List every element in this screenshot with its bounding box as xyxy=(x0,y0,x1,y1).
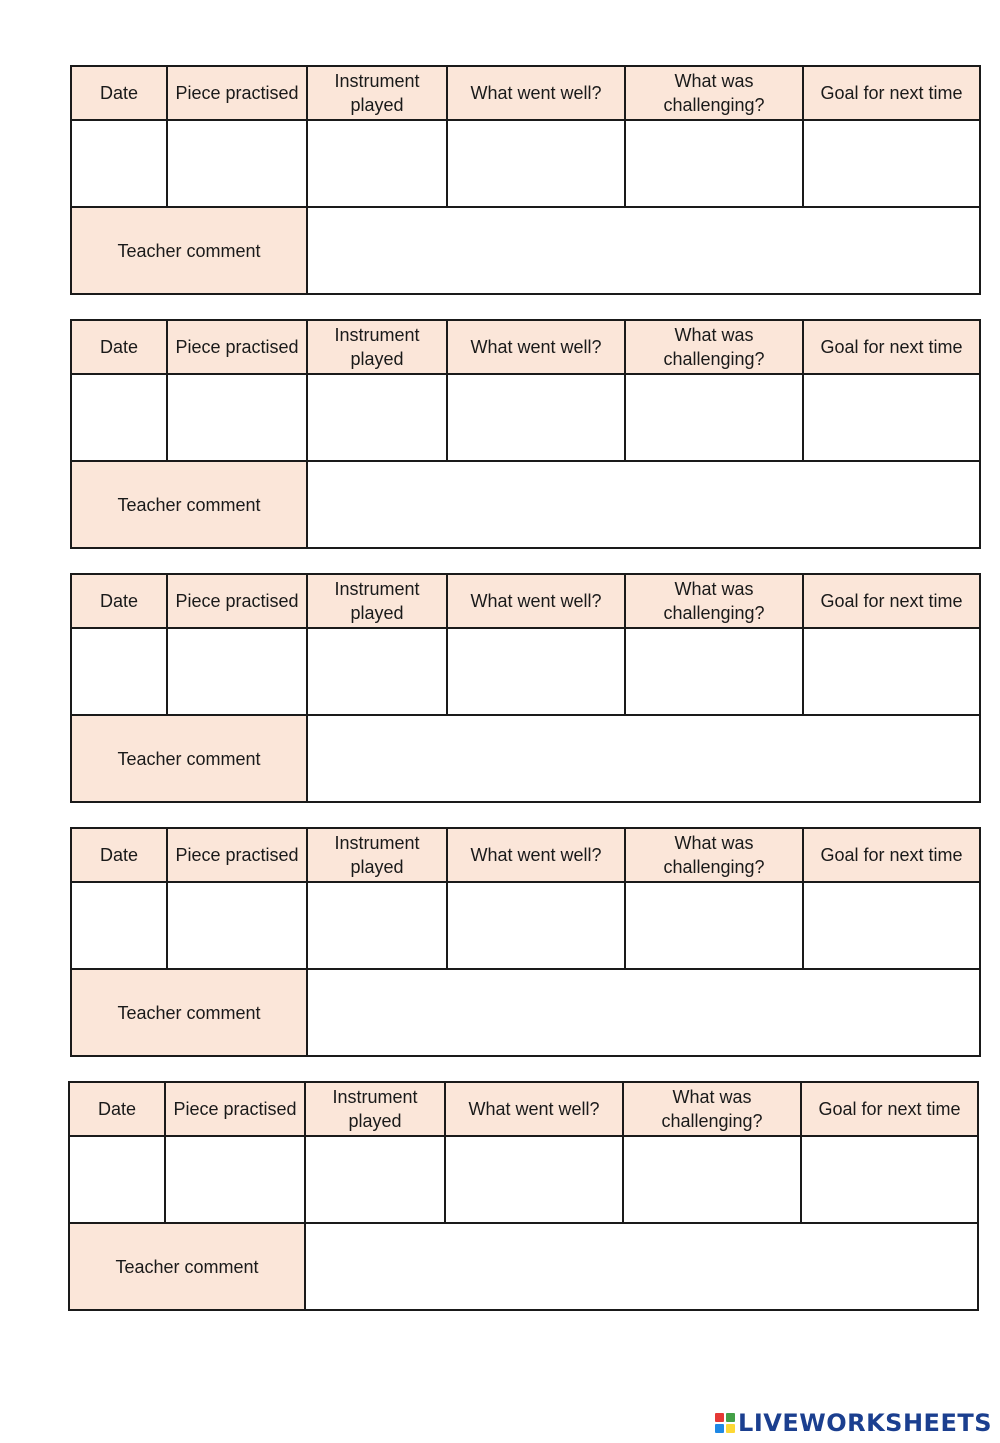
liveworksheets-brand xyxy=(715,1409,992,1437)
entry-cell[interactable] xyxy=(625,120,803,207)
column-header: What went well? xyxy=(447,574,625,628)
entry-cell[interactable] xyxy=(447,628,625,715)
column-header: Instrument played xyxy=(307,828,447,882)
entry-input[interactable] xyxy=(804,883,979,968)
practice-log-table xyxy=(70,319,981,549)
column-header: Goal for next time xyxy=(803,320,980,374)
entry-input[interactable] xyxy=(626,375,802,460)
entry-row xyxy=(69,1136,978,1223)
column-header: What went well? xyxy=(447,320,625,374)
column-header: Goal for next time xyxy=(803,66,980,120)
entry-cell[interactable] xyxy=(167,374,307,461)
practice-log-table xyxy=(68,1081,979,1311)
logo-square-blue xyxy=(715,1424,724,1433)
entry-cell[interactable] xyxy=(625,882,803,969)
entry-cell[interactable] xyxy=(307,628,447,715)
entry-cell[interactable] xyxy=(623,1136,801,1223)
entry-row xyxy=(71,374,980,461)
entry-cell[interactable] xyxy=(803,120,980,207)
teacher-comment-box[interactable] xyxy=(307,969,980,1056)
column-header: Piece practised xyxy=(167,66,307,120)
entry-input[interactable] xyxy=(168,375,306,460)
entry-input[interactable] xyxy=(446,1137,622,1222)
practice-log-table xyxy=(70,827,981,1057)
entry-cell[interactable] xyxy=(71,628,167,715)
entry-cell[interactable] xyxy=(307,120,447,207)
entry-cell[interactable] xyxy=(71,120,167,207)
entry-input[interactable] xyxy=(448,883,624,968)
entry-cell[interactable] xyxy=(69,1136,165,1223)
entry-input[interactable] xyxy=(448,375,624,460)
entry-input[interactable] xyxy=(168,121,306,206)
practice-log-table xyxy=(70,573,981,803)
column-header: What went well? xyxy=(447,66,625,120)
column-header: Date xyxy=(69,1082,165,1136)
teacher-comment-row xyxy=(71,461,980,548)
entry-cell[interactable] xyxy=(165,1136,305,1223)
header-row xyxy=(69,1082,978,1136)
column-header: Instrument played xyxy=(307,574,447,628)
column-header: Instrument played xyxy=(307,320,447,374)
column-header: Goal for next time xyxy=(803,828,980,882)
entry-input[interactable] xyxy=(804,375,979,460)
teacher-comment-row xyxy=(71,715,980,802)
entry-input[interactable] xyxy=(72,375,166,460)
logo-square-green xyxy=(726,1413,735,1422)
entry-cell[interactable] xyxy=(801,1136,978,1223)
teacher-comment-box[interactable] xyxy=(307,461,980,548)
column-header: Instrument played xyxy=(305,1082,445,1136)
entry-row xyxy=(71,882,980,969)
entry-cell[interactable] xyxy=(447,882,625,969)
entry-input[interactable] xyxy=(802,1137,977,1222)
column-header: Instrument played xyxy=(307,66,447,120)
entry-input[interactable] xyxy=(626,883,802,968)
entry-cell[interactable] xyxy=(447,374,625,461)
entry-input[interactable] xyxy=(308,883,446,968)
entry-cell[interactable] xyxy=(305,1136,445,1223)
entry-input[interactable] xyxy=(624,1137,800,1222)
teacher-comment-input[interactable] xyxy=(308,462,979,547)
teacher-comment-label: Teacher comment xyxy=(71,461,307,548)
entry-input[interactable] xyxy=(168,629,306,714)
entry-cell[interactable] xyxy=(71,882,167,969)
entry-input[interactable] xyxy=(804,629,979,714)
header-row xyxy=(71,828,980,882)
entry-input[interactable] xyxy=(626,121,802,206)
entry-input[interactable] xyxy=(70,1137,164,1222)
entry-cell[interactable] xyxy=(445,1136,623,1223)
column-header: Piece practised xyxy=(167,828,307,882)
teacher-comment-row xyxy=(69,1223,978,1310)
column-header: Piece practised xyxy=(167,574,307,628)
teacher-comment-input[interactable] xyxy=(306,1224,977,1309)
entry-input[interactable] xyxy=(448,629,624,714)
teacher-comment-label: Teacher comment xyxy=(71,715,307,802)
header-row xyxy=(71,320,980,374)
teacher-comment-box[interactable] xyxy=(307,207,980,294)
teacher-comment-box[interactable] xyxy=(305,1223,978,1310)
column-header: Goal for next time xyxy=(803,574,980,628)
teacher-comment-input[interactable] xyxy=(308,716,979,801)
column-header: Piece practised xyxy=(165,1082,305,1136)
column-header: What went well? xyxy=(447,828,625,882)
practice-log-table xyxy=(70,65,981,295)
logo-square-yellow xyxy=(726,1424,735,1433)
teacher-comment-label: Teacher comment xyxy=(71,969,307,1056)
entry-input[interactable] xyxy=(168,883,306,968)
entry-input[interactable] xyxy=(626,629,802,714)
teacher-comment-row xyxy=(71,207,980,294)
entry-cell[interactable] xyxy=(625,628,803,715)
header-row xyxy=(71,66,980,120)
column-header: What went well? xyxy=(445,1082,623,1136)
entry-cell[interactable] xyxy=(803,374,980,461)
entry-cell[interactable] xyxy=(167,628,307,715)
column-header: What was challenging? xyxy=(625,66,803,120)
entry-input[interactable] xyxy=(72,883,166,968)
teacher-comment-box[interactable] xyxy=(307,715,980,802)
entry-input[interactable] xyxy=(72,629,166,714)
entry-input[interactable] xyxy=(308,629,446,714)
entry-input[interactable] xyxy=(166,1137,304,1222)
entry-cell[interactable] xyxy=(803,882,980,969)
liveworksheets-logo-icon xyxy=(715,1413,735,1433)
brand-name: LIVEWORKSHEETS xyxy=(738,1409,992,1437)
entry-input[interactable] xyxy=(308,121,446,206)
column-header: What was challenging? xyxy=(623,1082,801,1136)
teacher-comment-input[interactable] xyxy=(308,208,979,293)
column-header: What was challenging? xyxy=(625,320,803,374)
entry-input[interactable] xyxy=(804,121,979,206)
teacher-comment-row xyxy=(71,969,980,1056)
entry-row xyxy=(71,628,980,715)
column-header: Piece practised xyxy=(167,320,307,374)
column-header: What was challenging? xyxy=(625,574,803,628)
logo-square-red xyxy=(715,1413,724,1422)
teacher-comment-label: Teacher comment xyxy=(69,1223,305,1310)
entry-cell[interactable] xyxy=(167,120,307,207)
entry-cell[interactable] xyxy=(803,628,980,715)
entry-input[interactable] xyxy=(306,1137,444,1222)
entry-cell[interactable] xyxy=(307,374,447,461)
teacher-comment-input[interactable] xyxy=(308,970,979,1055)
entry-cell[interactable] xyxy=(167,882,307,969)
column-header: Date xyxy=(71,320,167,374)
entry-cell[interactable] xyxy=(625,374,803,461)
entry-input[interactable] xyxy=(308,375,446,460)
entry-input[interactable] xyxy=(72,121,166,206)
entry-cell[interactable] xyxy=(71,374,167,461)
entry-row xyxy=(71,120,980,207)
column-header: Date xyxy=(71,66,167,120)
column-header: Date xyxy=(71,574,167,628)
entry-cell[interactable] xyxy=(447,120,625,207)
entry-input[interactable] xyxy=(448,121,624,206)
header-row xyxy=(71,574,980,628)
column-header: Goal for next time xyxy=(801,1082,978,1136)
entry-cell[interactable] xyxy=(307,882,447,969)
teacher-comment-label: Teacher comment xyxy=(71,207,307,294)
column-header: Date xyxy=(71,828,167,882)
column-header: What was challenging? xyxy=(625,828,803,882)
